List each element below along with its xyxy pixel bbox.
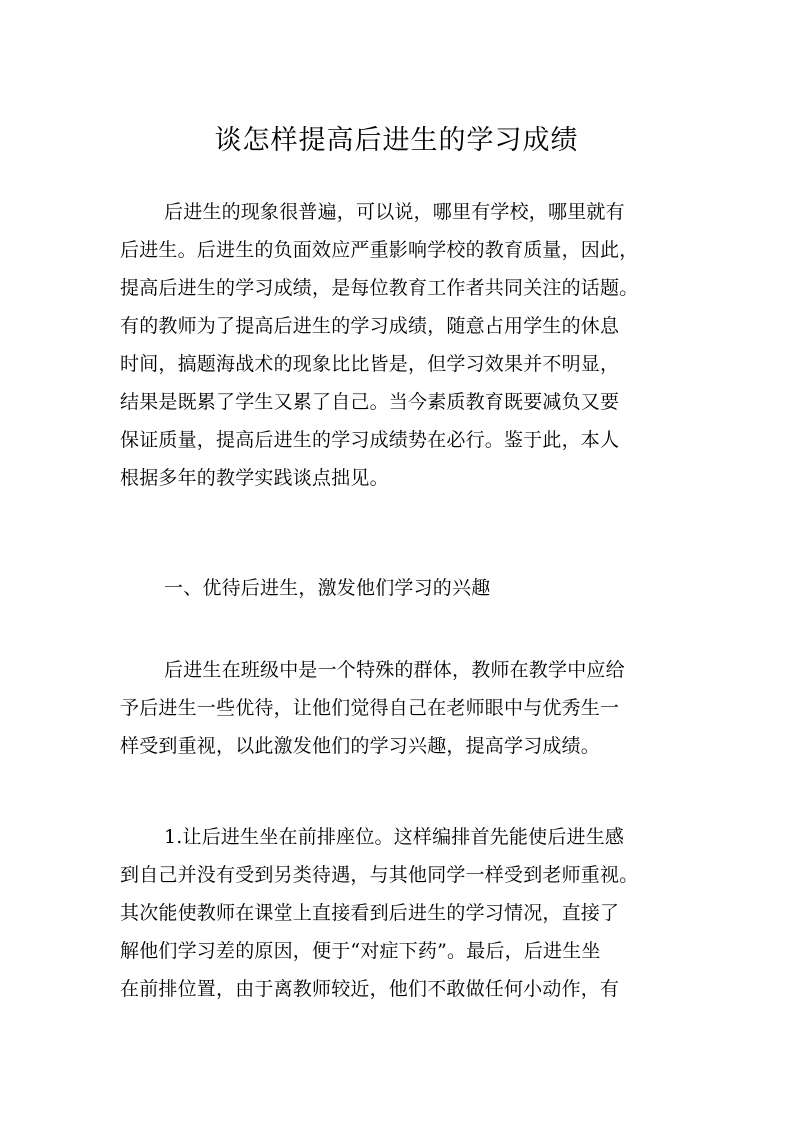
section-heading bbox=[120, 569, 686, 607]
paragraph-line: 在前排位置，由于离教师较近，他们不敢做任何小动作，有 bbox=[120, 978, 620, 1000]
paragraph-line: 有的教师为了提高后进生的学习成绩，随意占用学生的休息 bbox=[120, 315, 620, 337]
paragraph-line: 解他们学习差的原因，便于“对症下药”。最后，后进生坐 bbox=[120, 940, 601, 962]
paragraph-line: 到自己并没有受到另类待遇，与其他同学一样受到老师重视。 bbox=[120, 864, 639, 886]
paragraph-line: 予后进生一些优待，让他们觉得自己在老师眼中与优秀生一 bbox=[120, 697, 620, 719]
paragraph-line: 保证质量，提高后进生的学习成绩势在必行。鉴于此，本人 bbox=[120, 429, 620, 451]
paragraph-line: 其次能使教师在课堂上直接看到后进生的学习情况，直接了 bbox=[120, 902, 620, 924]
paragraph-line: 根据多年的教学实践谈点拙见。 bbox=[120, 467, 389, 489]
paragraph-line: 1.让后进生坐在前排座位。这样编排首先能使后进生感 bbox=[164, 826, 625, 848]
list-item-paragraph bbox=[120, 818, 686, 1008]
section-heading-text: 一、优待后进生，激发他们学习的兴趣 bbox=[164, 577, 491, 599]
paragraph-line: 提高后进生的学习成绩，是每位教育工作者共同关注的话题。 bbox=[120, 277, 639, 299]
intro-paragraph bbox=[120, 193, 686, 497]
section-paragraph bbox=[120, 651, 686, 765]
paragraph-line: 后进生的现象很普遍，可以说，哪里有学校，哪里就有 bbox=[164, 201, 625, 223]
document-title: 谈怎样提高后进生的学习成绩 bbox=[214, 125, 579, 156]
paragraph-line: 后进生。后进生的负面效应严重影响学校的教育质量，因此， bbox=[120, 239, 639, 261]
paragraph-line: 时间，搞题海战术的现象比比皆是，但学习效果并不明显， bbox=[120, 353, 620, 375]
paragraph-line: 后进生在班级中是一个特殊的群体，教师在教学中应给 bbox=[164, 659, 625, 681]
paragraph-line: 结果是既累了学生又累了自己。当今素质教育既要减负又要 bbox=[120, 391, 620, 413]
paragraph-line: 样受到重视，以此激发他们的学习兴趣，提高学习成绩。 bbox=[120, 735, 601, 757]
